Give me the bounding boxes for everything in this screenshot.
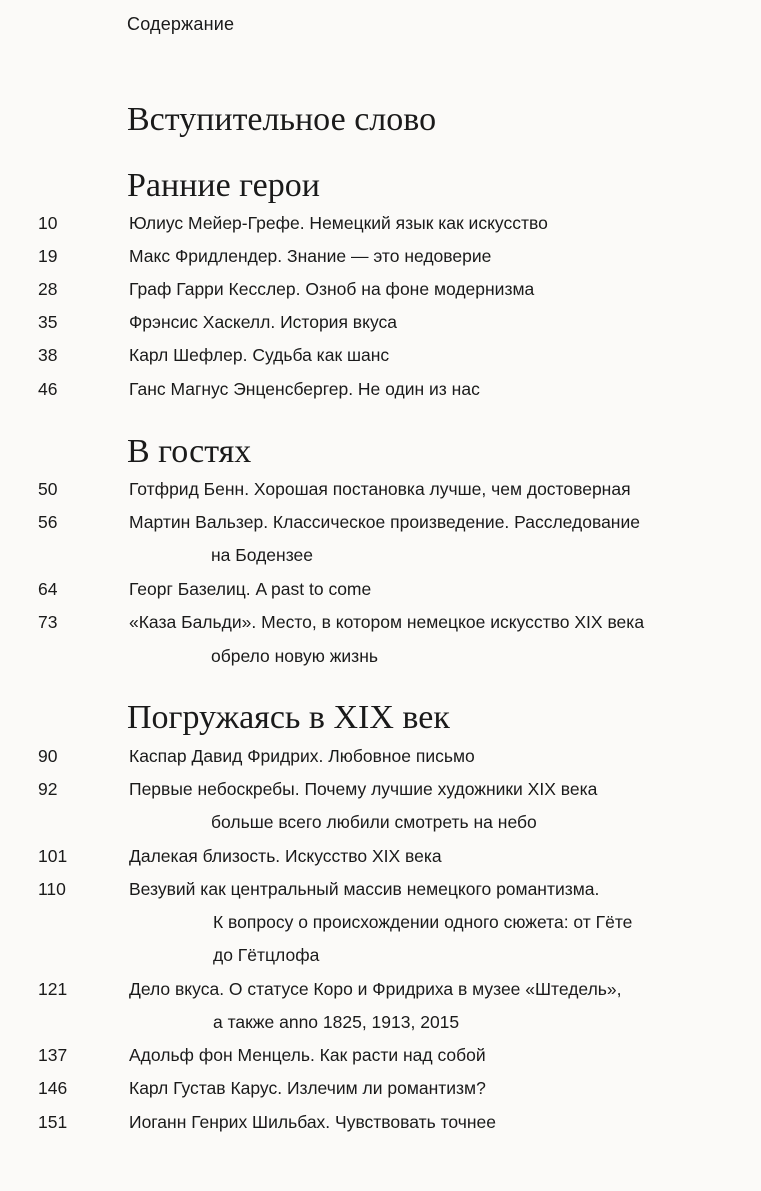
- page-number: 64: [38, 579, 58, 599]
- entry-title: Граф Гарри Кесслер. Озноб на фоне модернизма: [129, 279, 535, 299]
- page-number: 73: [38, 612, 58, 632]
- page-number: 46: [38, 379, 58, 399]
- entry-title: Карл Густав Карус. Излечим ли романтизм?: [129, 1078, 486, 1098]
- page-number: 151: [38, 1112, 68, 1132]
- page-number: 38: [38, 345, 58, 365]
- page-number: 35: [38, 312, 58, 332]
- entry-title-line: а также anno 1825, 1913, 2015: [213, 1012, 460, 1032]
- section-heading: Вступительное слово: [127, 101, 437, 138]
- entry-title: Первые небоскребы. Почему лучшие художники XIX века: [129, 779, 598, 799]
- entry-title: Везувий как центральный массив немецкого романтизма.: [129, 879, 600, 899]
- entry-title: «Каза Бальди». Место, в котором немецкое искусство XIX века: [129, 612, 645, 632]
- page-number: 50: [38, 479, 58, 499]
- page-number: 121: [38, 979, 68, 999]
- entry-title: Макс Фридлендер. Знание — это недоверие: [129, 246, 492, 266]
- page-number: 19: [38, 246, 58, 266]
- section-heading: Ранние герои: [127, 167, 320, 204]
- entry-title: Дело вкуса. О статусе Коро и Фридриха в музее «Штедель»,: [129, 979, 622, 999]
- entry-title-line: на Бодензее: [211, 545, 313, 565]
- entry-title: Мартин Вальзер. Классическое произведение. Расследование: [129, 512, 640, 532]
- entry-title: Карл Шефлер. Судьба как шанс: [129, 345, 390, 365]
- entry-title: Адольф фон Менцель. Как расти над собой: [129, 1045, 486, 1065]
- page-number: 101: [38, 846, 68, 866]
- entry-title: Юлиус Мейер-Грефе. Немецкий язык как искусство: [129, 213, 548, 233]
- entry-title: Ганс Магнус Энценсбергер. Не один из нас: [129, 379, 480, 399]
- page-number: 146: [38, 1078, 68, 1098]
- section-heading: Погружаясь в XIX век: [127, 699, 450, 736]
- entry-title: Далекая близость. Искусство XIX века: [129, 846, 442, 866]
- entry-title-line: больше всего любили смотреть на небо: [211, 812, 537, 832]
- page-number: 92: [38, 779, 58, 799]
- page-number: 28: [38, 279, 58, 299]
- entry-title-line: обрело новую жизнь: [211, 646, 378, 666]
- page-number: 10: [38, 213, 58, 233]
- running-head: Содержание: [127, 14, 235, 34]
- entry-title: Георг Базелиц. A past to come: [129, 579, 372, 599]
- entry-title: Готфрид Бенн. Хорошая постановка лучше, чем достоверная: [129, 479, 631, 499]
- page-number: 56: [38, 512, 58, 532]
- page-number: 110: [38, 879, 66, 899]
- entry-title-line: К вопросу о происхождении одного сюжета: от Гёте: [213, 912, 633, 932]
- entry-title: Фрэнсис Хаскелл. История вкуса: [129, 312, 397, 332]
- entry-title: Каспар Давид Фридрих. Любовное письмо: [129, 746, 475, 766]
- page-number: 137: [38, 1045, 68, 1065]
- section-heading: В гостях: [127, 433, 252, 470]
- entry-title: Иоганн Генрих Шильбах. Чувствовать точнее: [129, 1112, 496, 1132]
- page-number: 90: [38, 746, 58, 766]
- entry-title-line: до Гётцлофа: [213, 945, 320, 965]
